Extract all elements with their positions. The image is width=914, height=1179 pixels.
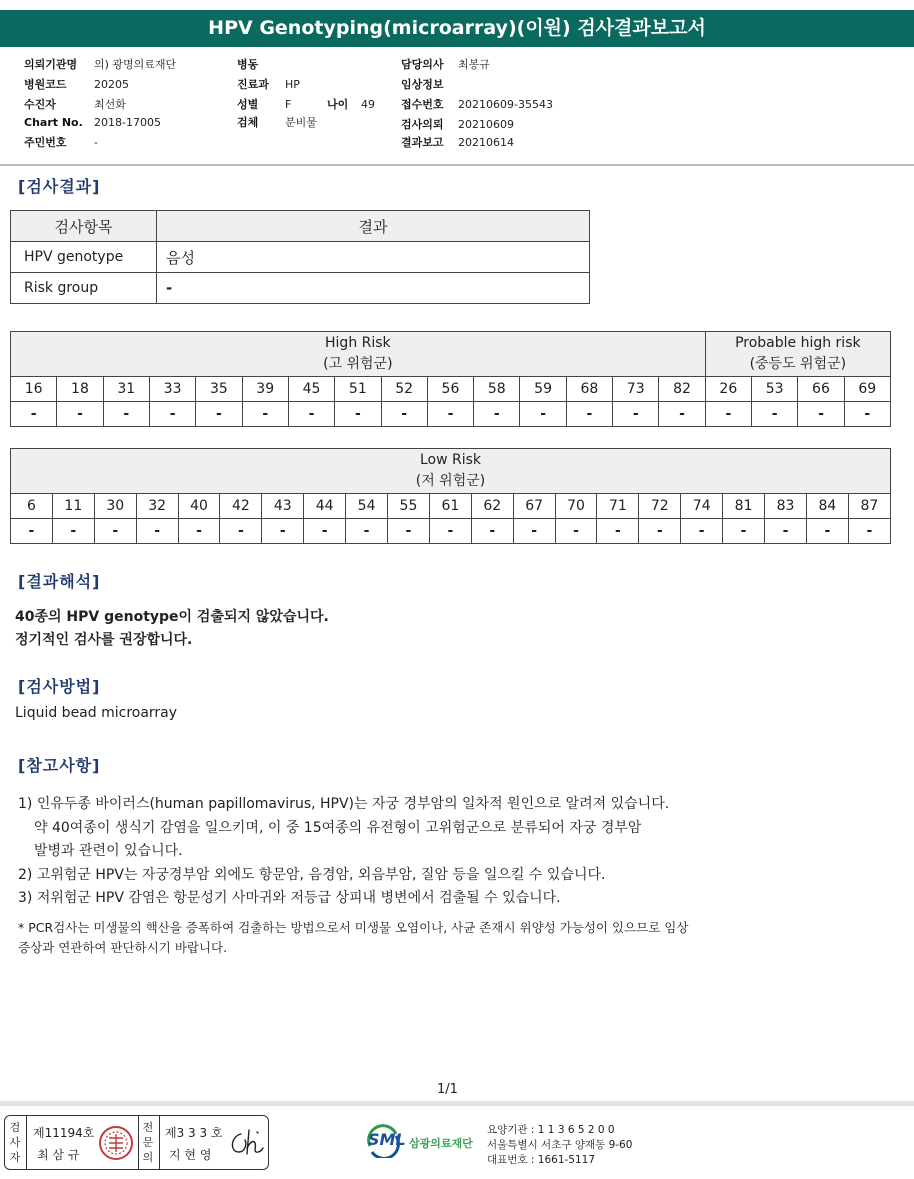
result-header-item: 검사항목 xyxy=(11,211,157,242)
genotype-type-cell: 54 xyxy=(346,494,388,519)
specialist-name: 지 현 영 xyxy=(169,1148,212,1162)
pcr-disclaimer: * PCR검사는 미생물의 핵산을 증폭하여 검출하는 방법으로서 미생물 오염이나, 사균 존재시 위양성 가능성이 있으므로 임상 증상과 연관하여 판단하시기 바랍니다. xyxy=(18,920,689,955)
genotype-result-cell: - xyxy=(242,402,288,427)
patient-info xyxy=(0,56,914,164)
genotype-result-cell: - xyxy=(681,519,723,544)
genotype-result-cell: - xyxy=(427,402,473,427)
genotype-result-cell: - xyxy=(57,402,103,427)
genotype-type-cell: 61 xyxy=(429,494,471,519)
genotype-result-cell: - xyxy=(94,519,136,544)
genotype-result-cell: - xyxy=(555,519,597,544)
genotype-result-cell: - xyxy=(262,519,304,544)
signature-icon xyxy=(227,1126,265,1160)
info-receipt-no: 접수번호 20210609-35543 xyxy=(401,98,553,111)
genotype-result-cell: - xyxy=(752,402,798,427)
low-risk-header: Low Risk (저 위험군) xyxy=(11,449,891,494)
genotype-result-cell: - xyxy=(765,519,807,544)
genotype-type-cell: 81 xyxy=(723,494,765,519)
low-risk-types-row xyxy=(11,494,891,519)
genotype-type-cell: 70 xyxy=(555,494,597,519)
genotype-result-cell: - xyxy=(723,519,765,544)
genotype-type-cell: 69 xyxy=(844,377,890,402)
genotype-type-cell: 68 xyxy=(566,377,612,402)
genotype-type-cell: 43 xyxy=(262,494,304,519)
low-risk-table xyxy=(10,448,891,544)
genotype-result-cell: - xyxy=(136,519,178,544)
genotype-type-cell: 74 xyxy=(681,494,723,519)
result-table xyxy=(10,210,590,304)
genotype-result-cell: - xyxy=(288,402,334,427)
genotype-type-cell: 62 xyxy=(471,494,513,519)
high-risk-results-row xyxy=(11,402,891,427)
method-text: Liquid bead microarray xyxy=(15,705,178,721)
genotype-result-cell: - xyxy=(848,519,890,544)
notes-list xyxy=(18,793,669,911)
genotype-result-cell: - xyxy=(429,519,471,544)
genotype-result-cell: - xyxy=(844,402,890,427)
genotype-result-cell: - xyxy=(388,519,430,544)
low-risk-results-row xyxy=(11,519,891,544)
genotype-type-cell: 73 xyxy=(613,377,659,402)
info-requesting-institution: 의뢰기관명 의) 광명의료재단 xyxy=(24,58,177,71)
genotype-type-cell: 59 xyxy=(520,377,566,402)
info-patient-name: 수진자 최선화 xyxy=(24,98,126,111)
genotype-result-cell: - xyxy=(149,402,195,427)
examiner-license-no: 제11194호 xyxy=(33,1126,95,1140)
section-notes-title: [참고사항] xyxy=(18,756,101,775)
genotype-result-cell: - xyxy=(346,519,388,544)
info-resident-no: 주민번호 - xyxy=(24,136,98,149)
info-request-date: 검사의뢰 20210609 xyxy=(401,118,514,131)
section-interpretation-title: [결과해석] xyxy=(18,572,101,591)
section-method-title: [검사방법] xyxy=(18,677,101,696)
info-age: 나이 49 xyxy=(327,98,375,111)
genotype-type-cell: 52 xyxy=(381,377,427,402)
probable-high-risk-header: Probable high risk (중등도 위험군) xyxy=(705,332,890,377)
interpretation-line-2: 정기적인 검사를 권장합니다. xyxy=(15,632,193,648)
genotype-type-cell: 18 xyxy=(57,377,103,402)
result-item: Risk group xyxy=(11,273,157,304)
genotype-result-cell: - xyxy=(513,519,555,544)
genotype-type-cell: 67 xyxy=(513,494,555,519)
genotype-type-cell: 40 xyxy=(178,494,220,519)
genotype-result-cell: - xyxy=(659,402,705,427)
high-risk-types-row xyxy=(11,377,891,402)
genotype-type-cell: 16 xyxy=(11,377,57,402)
genotype-type-cell: 53 xyxy=(752,377,798,402)
specialist-license-no: 제3 3 3 호 xyxy=(165,1126,223,1140)
genotype-type-cell: 87 xyxy=(848,494,890,519)
genotype-result-cell: - xyxy=(11,402,57,427)
genotype-type-cell: 55 xyxy=(388,494,430,519)
org-name: 삼광의료재단 xyxy=(409,1137,473,1150)
genotype-result-cell: - xyxy=(806,519,848,544)
genotype-result-cell: - xyxy=(705,402,751,427)
note-line: 발병과 관련이 있습니다. xyxy=(34,843,183,859)
result-value: 음성 xyxy=(157,242,590,273)
note-line: 약 40여종이 생식기 감염을 일으키며, 이 중 15여종의 유전형이 고위험군으로 분류되어 자궁 경부암 xyxy=(34,819,642,836)
high-risk-table xyxy=(10,331,891,427)
note-line: 1) 인유두종 바이러스(human papillomavirus, HPV)는 자궁 경부암의 일차적 원인으로 알려져 있습니다. xyxy=(18,796,670,812)
examiner-name: 최 삼 규 xyxy=(37,1148,80,1162)
genotype-result-cell: - xyxy=(11,519,53,544)
genotype-type-cell: 26 xyxy=(705,377,751,402)
specialist-label: 전 문 의 xyxy=(142,1121,154,1164)
info-divider xyxy=(0,164,914,166)
sml-logo-text: SML xyxy=(368,1130,406,1149)
genotype-type-cell: 32 xyxy=(136,494,178,519)
info-sex: 성별 F xyxy=(237,98,292,111)
table-row xyxy=(11,273,590,304)
genotype-result-cell: - xyxy=(196,402,242,427)
info-report-date: 결과보고 20210614 xyxy=(401,136,514,149)
genotype-type-cell: 51 xyxy=(335,377,381,402)
genotype-type-cell: 72 xyxy=(639,494,681,519)
info-ward: 병동 xyxy=(237,58,259,71)
genotype-type-cell: 82 xyxy=(659,377,705,402)
report-title: HPV Genotyping(microarray)(이원) 검사결과보고서 xyxy=(0,10,914,47)
genotype-type-cell: 71 xyxy=(597,494,639,519)
genotype-result-cell: - xyxy=(178,519,220,544)
result-header-result: 결과 xyxy=(157,211,590,242)
genotype-type-cell: 66 xyxy=(798,377,844,402)
genotype-result-cell: - xyxy=(471,519,513,544)
info-department: 진료과 HP xyxy=(237,78,300,91)
genotype-type-cell: 35 xyxy=(196,377,242,402)
page-number: 1/1 xyxy=(437,1082,458,1097)
genotype-type-cell: 45 xyxy=(288,377,334,402)
footer-divider xyxy=(0,1101,914,1106)
genotype-result-cell: - xyxy=(304,519,346,544)
genotype-result-cell: - xyxy=(52,519,94,544)
section-result-title: [검사결과] xyxy=(18,177,101,196)
genotype-result-cell: - xyxy=(103,402,149,427)
high-risk-header: High Risk (고 위험군) xyxy=(11,332,706,377)
genotype-result-cell: - xyxy=(639,519,681,544)
genotype-result-cell: - xyxy=(798,402,844,427)
result-item: HPV genotype xyxy=(11,242,157,273)
institution-info: 요양기관 : 1 1 3 6 5 2 0 0 서울특별시 서초구 양재동 9-60 대표번호 : 1661-5117 xyxy=(487,1124,633,1166)
signature-box xyxy=(4,1115,269,1170)
info-physician: 담당의사 최봉규 xyxy=(401,58,490,71)
genotype-type-cell: 11 xyxy=(52,494,94,519)
sml-logo xyxy=(366,1118,486,1166)
note-line: 3) 저위험군 HPV 감염은 항문성기 사마귀와 저등급 상피내 병변에서 검출될 수 있습니다. xyxy=(18,890,561,906)
info-clinical-info: 임상정보 xyxy=(401,78,444,91)
genotype-type-cell: 58 xyxy=(474,377,520,402)
genotype-type-cell: 30 xyxy=(94,494,136,519)
genotype-type-cell: 56 xyxy=(427,377,473,402)
result-value: - xyxy=(157,273,590,304)
info-chart-no: Chart No. 2018-17005 xyxy=(24,116,161,129)
genotype-type-cell: 33 xyxy=(149,377,195,402)
interpretation-line-1: 40종의 HPV genotype이 검출되지 않았습니다. xyxy=(15,609,329,625)
genotype-type-cell: 6 xyxy=(11,494,53,519)
genotype-type-cell: 42 xyxy=(220,494,262,519)
genotype-result-cell: - xyxy=(335,402,381,427)
genotype-type-cell: 31 xyxy=(103,377,149,402)
genotype-result-cell: - xyxy=(566,402,612,427)
genotype-type-cell: 84 xyxy=(806,494,848,519)
info-hospital-code: 병원코드 20205 xyxy=(24,78,129,91)
examiner-label: 검 사 자 xyxy=(9,1121,21,1164)
genotype-type-cell: 39 xyxy=(242,377,288,402)
interpretation-text xyxy=(15,606,329,652)
note-line: 2) 고위험군 HPV는 자궁경부암 외에도 항문암, 음경암, 외음부암, 질암 등을 일으킬 수 있습니다. xyxy=(18,866,606,883)
genotype-result-cell: - xyxy=(220,519,262,544)
seal-stamp-icon xyxy=(97,1124,135,1162)
genotype-type-cell: 83 xyxy=(765,494,807,519)
genotype-result-cell: - xyxy=(474,402,520,427)
genotype-result-cell: - xyxy=(597,519,639,544)
genotype-result-cell: - xyxy=(613,402,659,427)
genotype-result-cell: - xyxy=(520,402,566,427)
genotype-type-cell: 44 xyxy=(304,494,346,519)
info-specimen: 검체 분비물 xyxy=(237,116,317,129)
table-row xyxy=(11,242,590,273)
genotype-result-cell: - xyxy=(381,402,427,427)
